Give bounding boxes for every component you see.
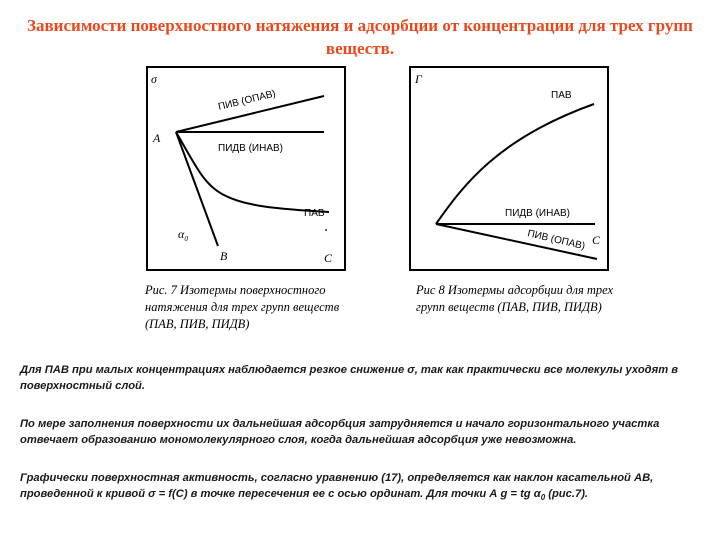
c-axis-label-fig2: C bbox=[592, 233, 601, 247]
paragraph-3: Графически поверхностная активность, согласно уравнению (17), определяется как наклон касательной АВ, проведенной к кривой σ = f(C) в точке пересечения ее с осью ординат. Для точки А g = tg $\alpha_0$ (рис.7). bbox=[20, 472, 654, 503]
point-a-label: A bbox=[153, 131, 161, 145]
figure-adsorption bbox=[409, 66, 609, 271]
pav-curve-fig2 bbox=[436, 104, 594, 224]
gamma-axis-label: Г bbox=[415, 72, 422, 86]
page-title: Зависимости поверхностного натяжения и адсорбции от концентрации для трех групп веществ. bbox=[27, 16, 693, 58]
paragraph-2: По мере заполнения поверхности их дальнейшая адсорбция затрудняется и начало горизонтального участка отвечает образованию мономолекулярного слоя, когда дальнейшая адсорбция уже невозможна. bbox=[20, 418, 660, 446]
pidv-curve-label: ПИДВ (ИНАВ) bbox=[218, 143, 284, 154]
pav-curve-label: ПАВ bbox=[304, 208, 325, 219]
paragraph-1: Для ПАВ при малых концентрациях наблюдается резкое снижение σ, так как практически все молекулы уходят в поверхностный слой. bbox=[20, 364, 679, 392]
sigma-axis-label: σ bbox=[151, 72, 157, 86]
alpha-angle-label: $\alpha_0$ bbox=[178, 227, 188, 243]
piv-label-fig2: ПИВ (ОПАВ) bbox=[526, 228, 587, 253]
pidv-label-fig2: ПИДВ (ИНАВ) bbox=[505, 208, 571, 219]
point-b-label: B bbox=[220, 249, 228, 263]
piv-curve-label: ПИВ (ОПАВ) bbox=[217, 88, 277, 113]
c-axis-label: C bbox=[324, 251, 333, 265]
figure-surface-tension bbox=[146, 66, 346, 271]
figure1-caption: Рис. 7 Изотермы поверхностного натяжения для трех групп веществ (ПАВ, ПИВ, ПИДВ) bbox=[145, 283, 340, 331]
pav-label-fig2: ПАВ bbox=[551, 90, 572, 101]
figure2-caption: Рис 8 Изотермы адсорбции для трех групп веществ (ПАВ, ПИВ, ПИДВ) bbox=[416, 283, 614, 314]
